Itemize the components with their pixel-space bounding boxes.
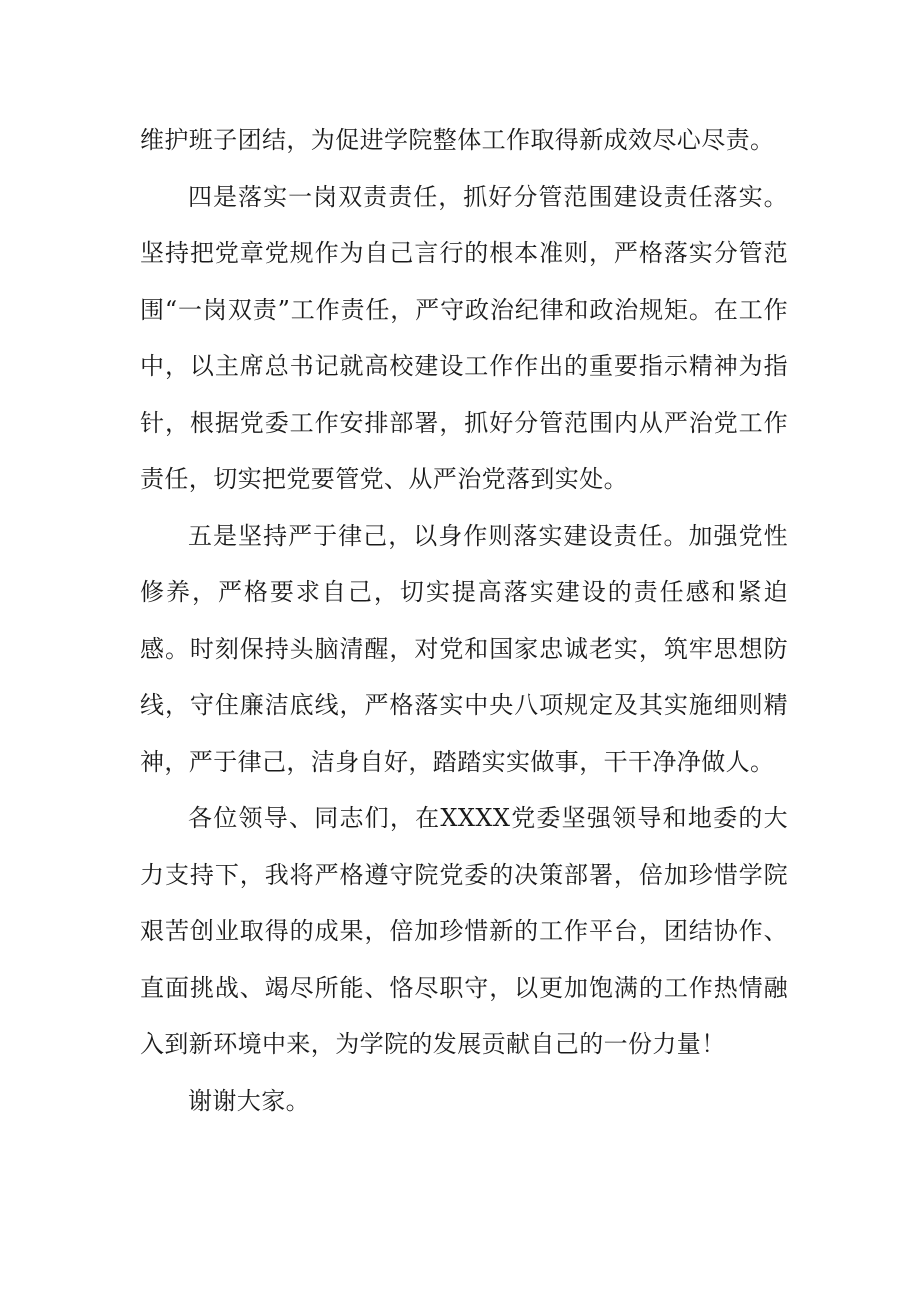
paragraph-continuation: 维护班子团结，为促进学院整体工作取得新成效尽心尽责。 — [140, 126, 775, 154]
paragraph-thanks: 谢谢大家。 — [188, 1086, 310, 1115]
paragraph-responsibility: 四是落实一岗双责责任，抓好分管范围建设责任落实。坚持把党章党规作为自己言行的根本准则，严格落实分管范围“一岗双责”工作责任，严守政治纪律和政治规矩。在工作中，以主席总书记就高校建设工作作出的重要指示精神为指针，根据党委工作安排部署，抓好分管范围内从严治党工作责任，切实把党要管党、从严治党落到实处。 — [140, 182, 788, 493]
paragraph-pledge: 各位领导、同志们，在XXXX党委坚强领导和地委的大力支持下，我将严格遵守院党委的决策部署，倍加珍惜学院艰苦创业取得的成果，倍加珍惜新的工作平台，团结协作、直面挑战、竭尽所能、恪尽职守，以更加饱满的工作热情融入到新环境中来，为学院的发展贡献自己的一份力量！ — [140, 804, 788, 1058]
document-body — [140, 112, 788, 1129]
paragraph-self-discipline: 五是坚持严于律己，以身作则落实建设责任。加强党性修养，严格要求自己，切实提高落实建设的责任感和紧迫感。时刻保持头脑清醒，对党和国家忠诚老实，筑牢思想防线，守住廉洁底线，严格落实中央八项规定及其实施细则精神，严于律己，洁身自好，踏踏实实做事，干干净净做人。 — [140, 521, 788, 776]
